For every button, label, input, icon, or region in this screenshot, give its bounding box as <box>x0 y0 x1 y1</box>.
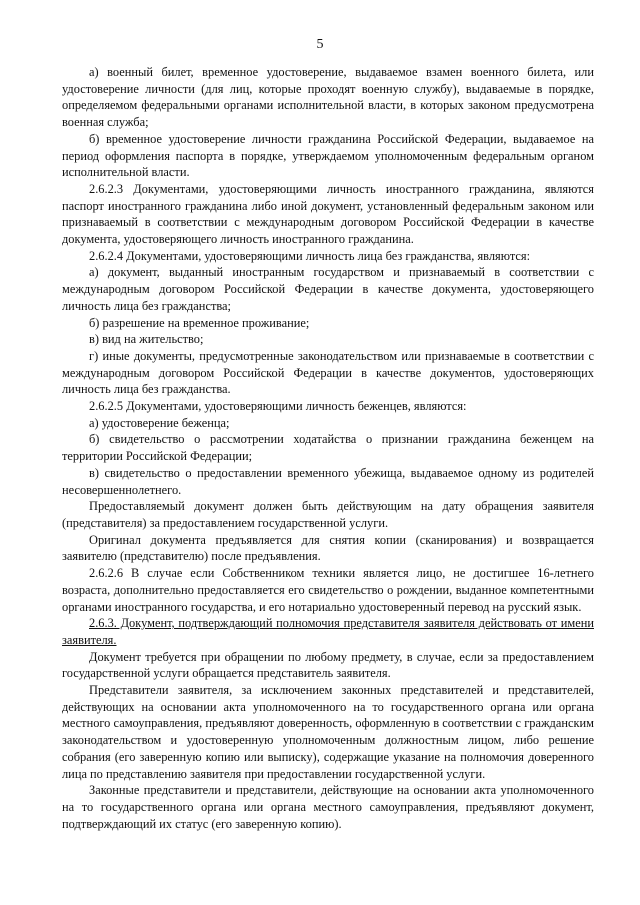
document-body <box>62 64 594 832</box>
paragraph: а) удостоверение беженца; <box>89 415 230 430</box>
paragraph: в) свидетельство о предоставлении временного убежища, выдаваемое одному из родителей несовершеннолетнего. <box>62 465 594 497</box>
paragraph: 2.6.2.5 Документами, удостоверяющими личность беженцев, являются: <box>89 399 467 414</box>
paragraph: а) военный билет, временное удостоверение, выдаваемое взамен военного билета, или удостоверение личности (для лиц, которые проходят военную службу), выдаваемые в порядке, определяемом федеральными органами исполнительной власти, в которых законом предусмотрена военная служба; <box>62 65 594 130</box>
page-number: 5 <box>316 37 324 52</box>
paragraph: 2.6.2.6 В случае если Собственником техники является лицо, не достигшее 16-летнего возраста, дополнительно предоставляется его свидетельство о рождении, выданное компетентными органами иностранного государства, и его нотариально удостоверенный перевод на русский язык. <box>62 566 594 614</box>
paragraph: а) документ, выданный иностранным государством и признаваемый в соответствии с международным договором Российской Федерации в качестве документа, удостоверяющего личность лица без гражданства; <box>62 265 594 313</box>
paragraph: б) свидетельство о рассмотрении ходатайства о признании гражданина беженцем на территории Российской Федерации; <box>62 432 594 464</box>
paragraph: в) вид на жительство; <box>89 332 204 347</box>
paragraph: Документ требуется при обращении по любому предмету, в случае, если за предоставлением государственной услуги обращается представитель заявителя. <box>62 649 594 681</box>
paragraph: Представители заявителя, за исключением законных представителей и представителей, действующих на основании акта уполномоченного на то государственного органа или органа местного самоуправления, предъявляют доверенность, оформленную в соответствии с гражданским законодательством и удостоверенную уполномоченным должностным лицом, либо решение собрания (его заверенную копию или выписку), содержащие указание на полномочия доверенного лица по представлению заявителя при предоставлении государственной услуги. <box>62 683 594 781</box>
paragraph: Оригинал документа предъявляется для снятия копии (сканирования) и возвращается заявителю (представителю) после предъявления. <box>62 532 594 564</box>
paragraph: б) временное удостоверение личности гражданина Российской Федерации, выдаваемое на период оформления паспорта в порядке, утверждаемом уполномоченным федеральным органом исполнительной власти. <box>62 131 594 180</box>
paragraph: г) иные документы, предусмотренные законодательством или признаваемые в соответствии с международным договором Российской Федерации в качестве документов, удостоверяющих личность лица без гражданства. <box>62 348 594 397</box>
paragraph: Законные представители и представители, действующие на основании акта уполномоченного на то государственного органа или органа местного самоуправления, предъявляют документ, подтверждающий их статус (его заверенную копию). <box>62 783 594 831</box>
section-heading: 2.6.3. Документ, подтверждающий полномочия представителя заявителя действовать от имени заявителя. <box>62 616 594 647</box>
paragraph: б) разрешение на временное проживание; <box>89 315 310 330</box>
paragraph: 2.6.2.3 Документами, удостоверяющими личность иностранного гражданина, являются паспорт иностранного гражданина либо иной документ, установленный федеральным законом или признаваемый в соответствии с международным договором Российской Федерации в качестве документа, удостоверяющего личность иностранного гражданина. <box>62 181 594 247</box>
paragraph: Предоставляемый документ должен быть действующим на дату обращения заявителя (представителя) за предоставлением государственной услуги. <box>62 499 594 530</box>
paragraph: 2.6.2.4 Документами, удостоверяющими личность лица без гражданства, являются: <box>89 248 531 263</box>
